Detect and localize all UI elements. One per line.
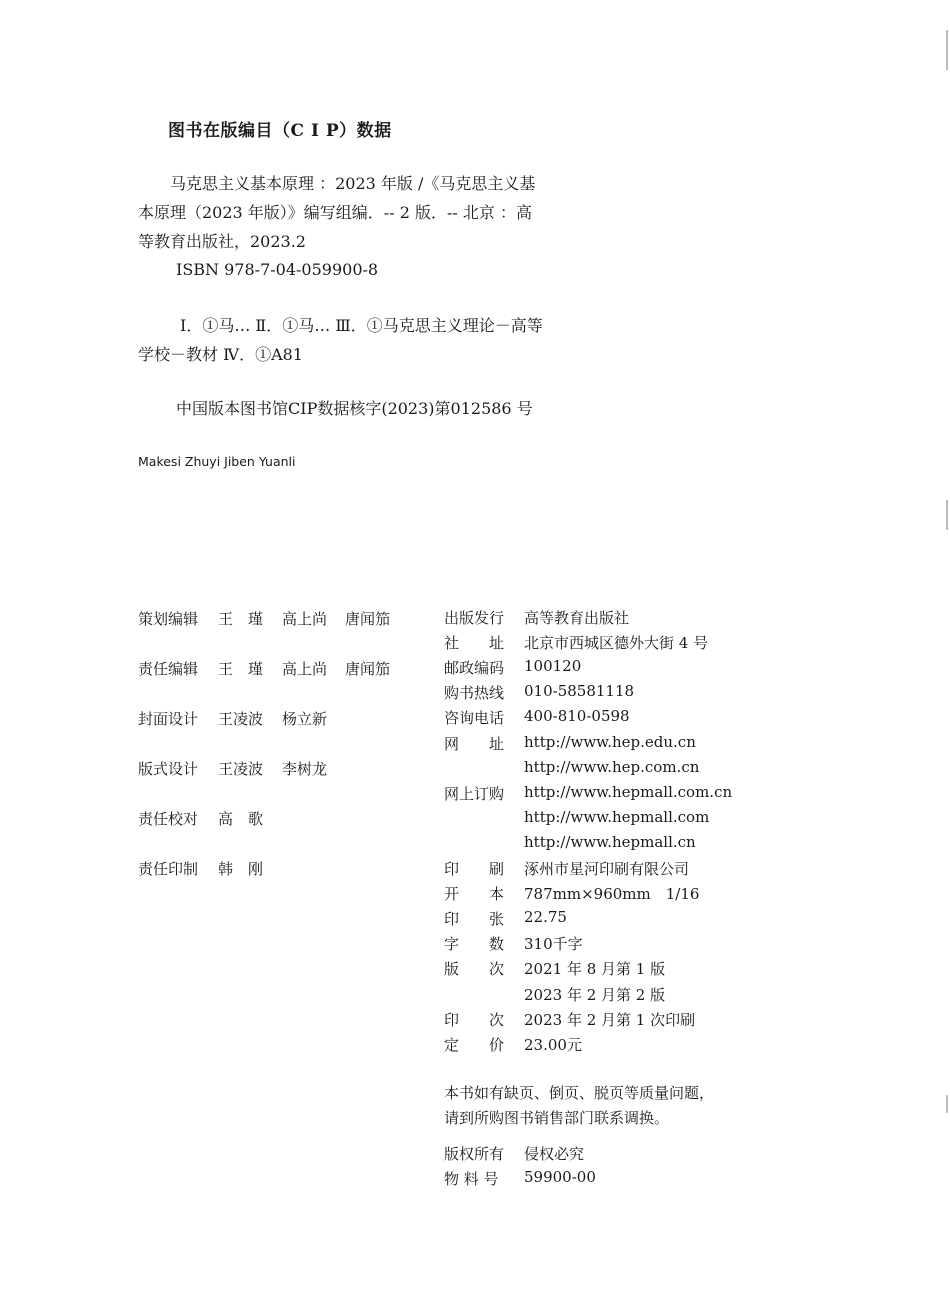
staff-name: 王 瑾 xyxy=(218,660,264,678)
staff-name: 高上尚 xyxy=(282,610,328,628)
staff-name: 唐闻笳 xyxy=(345,610,391,628)
publish-value: http://www.hepmall.com xyxy=(524,807,710,826)
rights-label: 物 料 号 xyxy=(444,1170,499,1188)
publish-value: 23.00元 xyxy=(524,1035,582,1054)
publish-label: 字 数 xyxy=(444,935,505,954)
publish-value: 2021 年 8 月第 1 版 xyxy=(524,960,666,979)
publish-label: 网上订购 xyxy=(444,784,505,803)
publish-value: 010-58581118 xyxy=(524,682,635,701)
cip-line: 等教育出版社，2023.2 xyxy=(138,232,306,251)
publish-label: 咨询电话 xyxy=(444,709,505,728)
staff-label: 责任编辑 xyxy=(138,660,199,678)
staff-name: 李树龙 xyxy=(282,760,328,778)
staff-name: 王凌波 xyxy=(218,710,264,728)
scan-edge-mark xyxy=(946,1095,948,1113)
rights-value: 59900-00 xyxy=(524,1168,596,1186)
publish-value: 2023 年 2 月第 2 版 xyxy=(524,985,666,1004)
scan-edge-mark xyxy=(946,30,948,70)
publish-label: 印 张 xyxy=(444,910,505,929)
publish-label: 网 址 xyxy=(444,734,505,753)
staff-name: 唐闻笳 xyxy=(345,660,391,678)
cip-line: 本原理（2023 年版）》编写组编．-- 2 版．-- 北京 ：高 xyxy=(138,203,532,222)
publish-value: 310千字 xyxy=(524,935,583,954)
staff-label: 封面设计 xyxy=(138,710,199,728)
publish-label: 开 本 xyxy=(444,885,505,904)
notice-line: 请到所购图书销售部门联系调换。 xyxy=(444,1109,670,1127)
staff-label: 版式设计 xyxy=(138,760,199,778)
staff-name: 王凌波 xyxy=(218,760,264,778)
publish-value: 北京市西城区德外大街 4 号 xyxy=(524,634,709,653)
publish-label: 印 刷 xyxy=(444,860,505,878)
staff-name: 韩 刚 xyxy=(218,860,264,878)
isbn-line: ISBN 978-7-04-059900-8 xyxy=(176,260,379,279)
publish-label: 邮政编码 xyxy=(444,659,505,678)
publish-value: 787mm×960mm 1/16 xyxy=(524,885,700,904)
classification-line: Ⅰ．①马… Ⅱ．①马… Ⅲ．①马克思主义理论－高等 xyxy=(180,316,543,335)
cip-record-number: 中国版本图书馆CIP数据核字(2023)第012586 号 xyxy=(176,399,533,418)
rights-value: 侵权必究 xyxy=(524,1145,585,1163)
pinyin-title: Makesi Zhuyi Jiben Yuanli xyxy=(138,454,296,469)
staff-name: 高 歌 xyxy=(218,810,264,828)
rights-label: 版权所有 xyxy=(444,1145,505,1163)
staff-name: 王 瑾 xyxy=(218,610,264,628)
publish-value: 涿州市星河印刷有限公司 xyxy=(524,860,690,878)
publish-value: http://www.hep.com.cn xyxy=(524,757,700,776)
notice-line: 本书如有缺页、倒页、脱页等质量问题， xyxy=(444,1084,715,1102)
publish-value: 高等教育出版社 xyxy=(524,609,630,627)
classification-line: 学校－教材 Ⅳ．①A81 xyxy=(138,345,303,364)
publish-value: http://www.hep.edu.cn xyxy=(524,732,696,751)
publish-value: 400-810-0598 xyxy=(524,707,630,726)
publish-value: 100120 xyxy=(524,657,582,676)
publish-label: 社 址 xyxy=(444,634,505,653)
cip-line: 马克思主义基本原理 ：2023 年版 /《马克思主义基 xyxy=(170,174,536,193)
publish-label: 定 价 xyxy=(444,1035,505,1054)
publish-value: http://www.hepmall.com.cn xyxy=(524,782,733,801)
scan-edge-mark xyxy=(946,500,948,530)
publish-label: 版 次 xyxy=(444,960,505,979)
staff-name: 高上尚 xyxy=(282,660,328,678)
cip-title: 图书在版编目（C I P）数据 xyxy=(168,121,392,141)
publish-label: 印 次 xyxy=(444,1010,505,1029)
staff-label: 策划编辑 xyxy=(138,610,199,628)
staff-label: 责任印制 xyxy=(138,860,199,878)
staff-name: 杨立新 xyxy=(282,710,328,728)
publish-value: http://www.hepmall.cn xyxy=(524,832,696,851)
staff-label: 责任校对 xyxy=(138,810,199,828)
publish-value: 22.75 xyxy=(524,908,567,927)
publish-label: 购书热线 xyxy=(444,684,505,703)
publish-value: 2023 年 2 月第 1 次印刷 xyxy=(524,1010,696,1029)
publish-label: 出版发行 xyxy=(444,609,505,627)
